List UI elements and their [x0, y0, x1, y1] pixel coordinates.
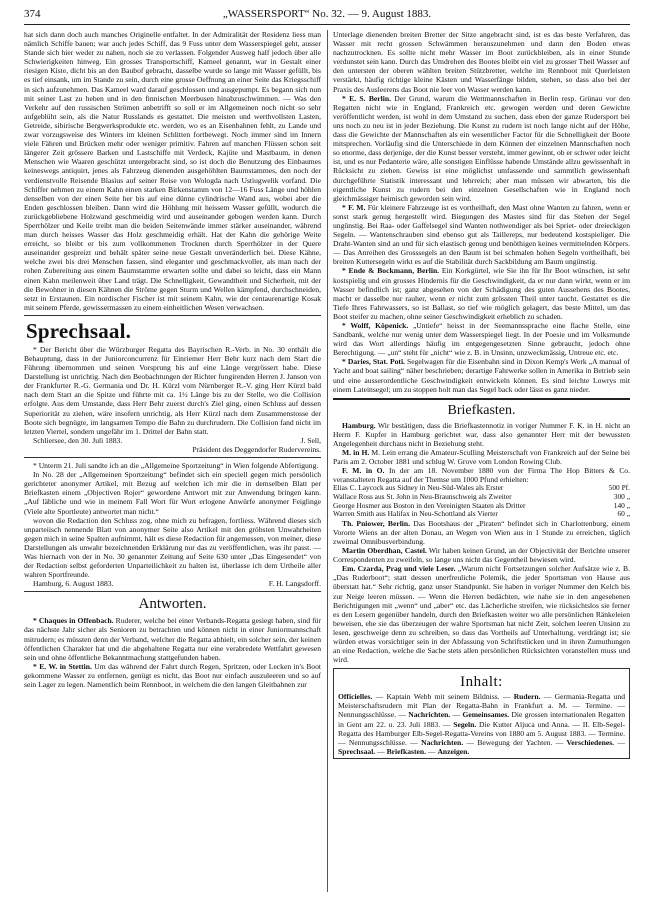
letterbox-label: F. M. in O.	[342, 466, 385, 476]
letterbox-item	[333, 519, 630, 546]
rower-name: Wallace Ross aus St. John in Neu-Braunschweig als Zweiter	[333, 492, 512, 501]
letter-signature	[24, 436, 321, 445]
contents-section: Anzeigen.	[437, 746, 470, 756]
column-divider	[327, 30, 328, 892]
answer-label: * F. M.	[342, 202, 366, 212]
letterbox-item	[333, 466, 630, 484]
answer-item	[333, 30, 630, 94]
letter-signature	[24, 579, 321, 588]
signature-name: F. H. Langsdorff.	[268, 579, 321, 589]
contents-section: Sprechsaal.	[338, 746, 376, 756]
letter-paragraph: * Der Bericht über die Würzburger Regatta des Bayrischen R.-Verb. in No. 30 enthält die Behauptung, dass in der Juniorconcurrenz für Einriemer Herr Behr kurz nach dem Start die Führung übernommen und seinen Vorsprung bis auf eine Länge vergrössert habe. Diese Darstellung ist unrichtig. Nach den Beobachtungen der Richter fungirenden Herren J. Janson von der Frankfurter R.-G. Germania und Dr. H. Kürzl vom Nürnberger R.-V. ging Herr Kürzl bald nach dem Start an die Spitze und führte mit ca. 1½ Länge bis zu der Stelle, wo die Collision erfolgte. Aus dem Umstande, dass Herr Behr zuerst durch's Ziel ging, einen Schluss auf dessen Superiorität zu ziehen, wäre insofern unrichtig, als Herr Kürzl nach dem Zusammenstosse der Boote sich begnügte, im langsamen Tempo die Bahn zu durchrudern. Die Collision fand nicht im letzten Viertel, sondern ungefähr im 1. Drittel der Bahn statt.	[24, 344, 321, 436]
signature-title: Präsident des Deggendorfer Rudervereins.	[192, 444, 321, 454]
answer-text: Ein Korkgürtel, wie Sie ihn für Ihr Boot wünschen, ist sehr kostspielig und ein grosses Hindernis für die Geschwindigkeit, da er nur dann wirkt, wenn er im Wasser befindlich ist; ganz abgesehen von der Schädigung des guten Aussehens des Bootes, macht er dasselbe nur rauher, wenn er nicht zum grössten Theil unter taucht. Gestattet es die Tiefe Ihres Fahrwassers, so ist Ballast, so tief wie möglich gelagert, das beste Mittel, um das Boot steifer zu machen, ohne seiner Geschwindigkeit erheblich zu schaden.	[333, 266, 630, 321]
letterbox-label: Hamburg.	[342, 420, 376, 430]
table-row	[333, 510, 630, 519]
prize-value: 140 „	[613, 500, 630, 510]
answer-item	[333, 321, 630, 357]
answer-item	[24, 662, 321, 689]
answer-item	[24, 616, 321, 661]
letterbox-label: Em. Czarda, Prag und viele Leser.	[342, 564, 456, 574]
contents-entries: — Kaptain Webb mit seinem Bildniss. —	[372, 692, 514, 702]
letterbox-item	[333, 421, 630, 448]
answer-text: „Untiefe“ heisst in der Seemannssprache eine flache Stelle, eine Sandbank, welche nur wenig unter dem Wasserspiegel liegt. In der Poesie und im Volksmunde wird das Wort allerdings häufig im entgegengesetzten Sinne gebraucht, jedoch ohne Berechtigung. — „un“ steht für „nicht“ wie z. B. in Unsinn, unzweckmässig, Untreue etc. etc.	[333, 321, 630, 358]
contents-entries: Die grossen internationalen Regatten in Gent am 22. u. 23. Juli 1883. —	[338, 710, 625, 729]
contents-section: Nachrichten.	[421, 737, 464, 747]
contents-section: Gemeinsames.	[462, 710, 510, 720]
letter-paragraph: wovon die Redaction den Schluss zog, ohne mich zu befragen, fortliess. Während dieses sich unparteiisch nennende Blatt von anonymer Seite also Artikel mit den gröbsten Unwahrheiten gegen mich in seine Spalten aufnimmt, hält es diese Redaction für angemessen, von meiner, diese Darstellungen als unwahr bezeichnenden Erklärung nur das zu veröffentlichen, was ihr passt. — Was hiernach von der in No. 30 genannter Zeitung auf Seite 630 unter „Das Eingesendet“ von der Redaction selbst geforderten Unparteilichkeit zu halten ist, überlasse ich dem Urtheile aller wahren Sportfreunde.	[24, 515, 321, 580]
letterbox-item	[333, 564, 630, 664]
answer-item	[333, 357, 630, 393]
left-column	[24, 30, 321, 892]
prize-table	[333, 484, 630, 518]
masthead: „WASSERSPORT“ No. 32. — 9. August 1883.	[222, 8, 432, 20]
contents-heading: Inhalt:	[460, 674, 503, 691]
contents-entries: Die Kutter Aljuca und Anna. — II. Elb-Segel-Regatta des Hamburger Elb-Segel-Regatta-Vereins von 1880 am 5. August 1883. — Termine. — Nennungsschlüsse. —	[338, 719, 625, 747]
letterbox-text: Das Bootshaus der „Piraten“ befindet sich in Charlottenburg, einem Vororte Wiens an der alten Donau, an Wegen von Wien aus in 1 Stunde zu erreichen, täglich zweimal Omnibusverbindung.	[333, 518, 630, 546]
contents-entries: —	[614, 737, 625, 747]
antworten-heading: Antworten.	[138, 596, 207, 613]
letterbox-text: In der am 18. November 1880 von der Firma The Hop Bitters & Co. veranstalteten Regatta auf der Themse um 1000 Pfund erhielten:	[333, 466, 630, 485]
answer-item	[333, 203, 630, 267]
contents-section: Verschiedenes.	[566, 737, 615, 747]
contents-entries: — Germania-Regatta und Meisterschaftsrudern mit Plan der Regatta-Bahn in Frankfurt a. M. — Termine. — Nennungsschlüsse. —	[338, 692, 625, 720]
answer-text: Segelwagen für die Eisenbahn sind in Dixon Kemp's Werk „A manual of Yacht and boat sailing“ näher beschrieben; derartige Fahrwerke sollen in Amerika in Betrieb sein und eine ausserordentliche Geschwindigkeit entwickeln können. Es sind leichte Lowrys mit einem Lateinsegel; um zu stoppen holt man das Segel back oder lässt es ganz nieder.	[333, 357, 630, 394]
contents-entries: —	[450, 710, 463, 720]
contents-section: Rudern.	[513, 692, 541, 702]
header-rule	[24, 24, 630, 25]
page-number: 374	[24, 8, 41, 20]
letterbox-text: „Warum nicht Fortsetzungen solcher Aufsätze wie z. B. „Das Ruderboot“; statt dessen unerfreuliche Polemik, die jeder Sportsman von Hause aus überstatt hat.“ Sehr richtig, ganz unser Standpunkt. Sie haben in voriger Nummer den Kelch bis zur Neige leeren müssen. — Wenn die Herren bedächten, wie nahe sie in den angesehenen Berichtigungen mit „wenn“ und „aber“ etc. das Lächerliche streifen, wie rücksichtslos sie ferner es den Lesern gegenüber handeln, durch den Briefkasten weiter wo alle persönlichen Ränkeleien beweisen, ehe sie das überzeugen der wahre Sportsman hat nicht Zeit, solchen leeren Unsinn zu lesen, geschweige denn zu schreiben, so dass das Vortheils auf Unterhaltung, verdrängt ist; sie würden etwas vorsichtiger sein in der Abfassung von Schriftstücken und in ihren Zumuthungen an eine Redaction, welche die Sache stets allen persönlichen Rücksichten voranstellen muss und wird.	[333, 564, 630, 665]
signature-place: Hamburg, 6. August 1883.	[33, 579, 114, 589]
section-rule	[333, 398, 630, 400]
letterbox-item	[333, 546, 630, 564]
right-column	[333, 30, 630, 892]
signature-place: Schliersee, den 30. Juli 1883.	[33, 435, 123, 445]
page-header	[24, 6, 630, 24]
letterbox-label: Th. Pniower, Berlin.	[342, 518, 411, 528]
letter-divider	[24, 457, 321, 458]
intro-paragraph: hat sich dann doch auch manches Originelle entfaltet. In der Admiralität der Residenz liess man nämlich Schiffe bauen; war auch jedes Schiff, das 9 Fuss unter dem Wasserspiegel geht, ausser Stande sich hier weder zu nahen, noch sie zu verlassen. Folgender Ausweg half jedoch über alle Schwierigkeiten hinweg. Ein grosses Transportschiff, Kameel genannt, war in Gestalt einer riesigen Kiste, dicht bis an den Baubof gebracht, dasselbe wurde so lange mit Wasser gefüllt, bis es tief einsank, um im Stande zu sein, durch eine grosse Oeffnung an einer Seite das Kriegsschiff in sich aufzunehmen. Das Kameel ward darauf geschlossen und ausgepumpt. Es begann sich nun mit seiner Last zu heben und in den finnischen Meerbusen hinabzuschwimmen. — Was den Verkehr auf den russischen Strömen anbetrifft so soll er im Allgemeinen noch nicht so sehr aufgeblüht sein, als die Natur Russlands es gestattet. Die meisten und werthvollsten Lasten, Getreide, sibirische Bergwerksprodukte etc. werden, wo es an Eisenbahnen fehlt, zu Lande und zwar vorzugsweise des Winters im kleinen Schlitten fortbewegt. Noch immer sind im Innern viele Fähren und Brücken mehr oder weniger primitiv. Fahren auf manchen Flüssen schon seit längerer Zeit grössere Barken und Lastschiffe mit Verdeck, Kajüte und Mastbaum, in denen Menschen wie Waaren geschützt untergebracht sind, so ist doch die Benutzung des Einbaumes keineswegs antiquirt, jenes als Fahrzeug dienenden ausgehöhlten Baumstammes, den noch der verdienstvolle Reisende Blasius auf seiner Reise von Wologda nach Ustiugwelik vorfand. Die Schiffer nehmen zu einem Kahn einen starken Birkenstamm von 12—16 Fuss Länge und höhlen denselben von der einen Seite her bis auf eine dünne cylindrische Wand aus, wobei aber die Enden geschlossen bleiben. Dann wird die Höhlung mit heissem Wasser gefüllt, wodurch die zurückgebliebene Holzwand geschmeidig wird und auseinander gebogen werden kann. Durch Sperrhölzer und Keile treibt man die beiden Seitenwände immer stärker auseinander, während man durch heisses Wasser das Holz geschmeidig erhält. Hat der Kahn die gehörige Weite erreicht, so bleibt er bis zum vollkommenen Trocknen durch Sperrhölzer in der Quere auseinander gespreizt und behält später seine neue Gestalt unveränderlich bei. Diese Kähne, welche zwei bis drei Menschen fassen, sind eleganter und geschmackvoller, als man nach der rohen Zubereitung aus einem Baumstamme erwarten sollte und dabei so leicht, dass ein Mann einen Kahn meilenweit über Land trägt. Die Schnelligkeit, Gewandtheit und Sicherheit, mit der die Bewohner in diesen Kähnen die Ströme gegen Sturm und Wellen kämpfend, durchschneiden, setzt in Erstaunen. Ein nordischer Fischer ist mit seinem Kahn, wie der centaurenartige Kosak mit seinem Pferde, gewissermassen zu einem einheitlichen Wesen verwachsen.	[24, 30, 321, 312]
section-rule	[24, 315, 321, 316]
answer-text: Unterlage dienenden breiten Bretter der Sitze angebracht sind, ist es das beste Verfahren, das Wasser mit recht grossen Schwämmen herauszunehmen und dann den Boden etwas nachzutrocknen. Es sollte nicht mehr Wasser im Boot zurückbleiben, als in einer Stunde verdunstet sein kann. Durch das Umdrehen des Bootes bleibt ein viel zu grosser Theil Wasser auf den untersten der oberen wählten breiten Stützbretter, welche im Rennboot mit Querleisten verstärkt, häufig richtige kleine Kästen und Wasserfänge bilden, stehen, so dass also bei der Praxis des Ausleerens das Boot nie leer von Wasser werden kann.	[333, 30, 630, 94]
letterbox-label: M. in H.	[342, 448, 370, 458]
sprechsaal-heading: Sprechsaal.	[26, 318, 132, 343]
answer-text: Für kleinere Fahrzeuge ist es vortheilhaft, den Mast ohne Wanten zu fahren, wenn er sonst stark genug hergestellt wird. Biegungen des Mastes sind für das Stehen der Segel ungünstig. Bei Raa- oder Gaffelsegel sind Wanten nothwendiger als bei Spriet- oder dreieckigen Segeln. — Wantenschrauben sind ebenso gut als Taillereps, nur bedeutend kostspieliger. Die Draht-Wanten sind an und für sich elastisch genug und benöthigen keines vermittelnden Körpers. — Das Anreihen des Grosssegels an den Baum ist bei schmalen hohen Segeln vortheilhaft, bei breiten Kuttersegeln wirkt es auf die Stabilität durch Sackbildung am Baum ungünstig.	[333, 202, 630, 267]
answer-label: * Chaques in Offenbach.	[33, 616, 114, 626]
section-rule	[24, 591, 321, 592]
answer-text: Ruderer, welche bei einer Verbands-Regatta gesiegt haben, sind für das nächste Jahr sicher als Senioren zu betrachten und können nicht in einer Juniormannschaft mitrudern; es müssten denn der Verband, welcher die Regatta abhielt, ein solcher sein, der keinen öffentlichen Charakter hat und die abgehaltene Regatta nur eine verabredete Wettfahrt gewesen sein und ohne öffentliche Bekanntmachung stattgefunden haben.	[24, 616, 321, 662]
answer-label: * Daries, Stat. Poti.	[342, 357, 405, 367]
answer-label: * E. W. in Stettin.	[33, 661, 92, 671]
answer-text: Der Grund, warum die Wettmannschaften in Berlin resp. Grünau vor den Regatten nicht wie in England, Frankreich etc. gewogen werden und deren Gewichte veröffentlicht werden, ist wohl in dem Umstand zu suchen, dass eben der ganze Rudersport bei uns noch zu neu ist in jeder Beziehung. Die Kunst zu rudern ist noch lange nicht auf der Höhe, dass die Gewichte der Mannschaften als ein wesentlicher Factor für die Schnelligkeit der Boote mitsprechen. Vorläufig sind die Unterschiede in dem Können der einzelnen Mannschaften noch so enorme, dass derjenige, der die Kunst besser versteht, immer gewinnt, ob er schwer oder leicht ist, und es nur Pedanterie wäre, alle sonstigen Einflüsse habende Umstände allzu gewissenhaft in Rücksicht zu ziehen. Gewiss ist eine möglichst umfassende und sammtlich gewissenhaft durchgeführte Statistik interessant und lehrreich; aber man müssen wir abwarten, bis die eigentliche Kunst zu rudern bei den einzelnen Gesellschaften wie in England noch gleichmässiger heimisch geworden sein wird.	[333, 93, 630, 203]
letterbox-text: Wir haben keinen Grund, an der Objectivität der Berichte unserer Correspondenten zu zweifeln, so lange uns nicht das Gegentheil bewiesen wird.	[333, 546, 630, 565]
briefkasten-heading: Briefkasten.	[447, 402, 516, 418]
letterbox-text: M. Lein errang die Amateur-Sculling Meisterschaft von Frankreich auf der Seine bei Paris am 2. October 1881 und schlug W. Grove vom London Rowing Club.	[333, 448, 630, 467]
contents-entries: —	[375, 746, 387, 756]
answer-item	[333, 266, 630, 321]
contents-section: Briefkasten.	[386, 746, 427, 756]
contents-box	[333, 668, 630, 759]
answer-text: Um das während der Fahrt durch Regen, Spritzen, oder Lecken in's Boot gekommene Wasser zu entfernen, genügt es nicht, das Boot nur einfach auszuleeren und so auf sein Lager zu legen. Namentlich beim Rennboot, in welchem die den langen Gleitbahnen zur	[24, 661, 321, 689]
answer-label: * E. S. Berlin.	[342, 93, 391, 103]
contents-text	[338, 692, 625, 756]
letterbox-text: Wir bestätigen, dass die Briefkastennotiz in voriger Nummer F. K. in H. nicht an Herrn F. Kupfer in Hamburg gerichtet war, dass also genannter Herr mit der bewussten Angelegenheit durchaus nicht in Beziehung steht.	[333, 420, 630, 448]
answer-label: * Wolff, Köpenick.	[342, 321, 409, 330]
contents-section: Segeln.	[453, 719, 477, 729]
prize-value: 500 Pf.	[608, 483, 630, 493]
contents-section: Officielles.	[338, 692, 373, 702]
letterbox-item	[333, 448, 630, 466]
contents-entries: — Bewegung der Yachten. —	[463, 737, 567, 747]
letter-paragraph: In No. 28 der „Allgemeinen Sportzeitung“ befindet sich ein speciell gegen mich persönlich gerichteter anonymer Artikel, mit Bezug auf welchen ich mir die in demselben Blatt per Briefkasten einem „Objectiven Rojer“ gewordene Antwort mit zur Anwendung bringen kann. „Auf läbliche und wie in meinem Fall Wort für Wort erlogene Anwürfe anonymer Feiglinge (Viele alte Sportleute) antwortet man nicht.“	[24, 470, 321, 516]
prize-value: 60 „	[617, 509, 630, 519]
signature-name: J. Sell,	[300, 435, 321, 445]
rower-name: George Hosmer aus Boston in den Vereinigten Staaten als Dritter	[333, 500, 526, 510]
letterbox-label: Martin Oberdhan, Castel.	[342, 546, 427, 556]
letter-intro: * Unterm 21. Juli sandte ich an die „Allgemeine Sportzeitung“ in Wien folgende Abfertigung.	[33, 461, 319, 471]
rower-name: Elias C. Laycock aus Sidney in Neu-Süd-Wales als Erster	[333, 483, 504, 493]
answer-item	[333, 94, 630, 203]
prize-value: 300 „	[613, 492, 630, 501]
contents-section: Nachrichten.	[408, 710, 451, 720]
rower-name: Warren Smith aus Halifax in Neu-Schottland als Vierter	[333, 509, 498, 519]
answer-label: * Ende & Bockmann, Berlin.	[342, 266, 440, 276]
contents-entries: —	[426, 746, 438, 756]
